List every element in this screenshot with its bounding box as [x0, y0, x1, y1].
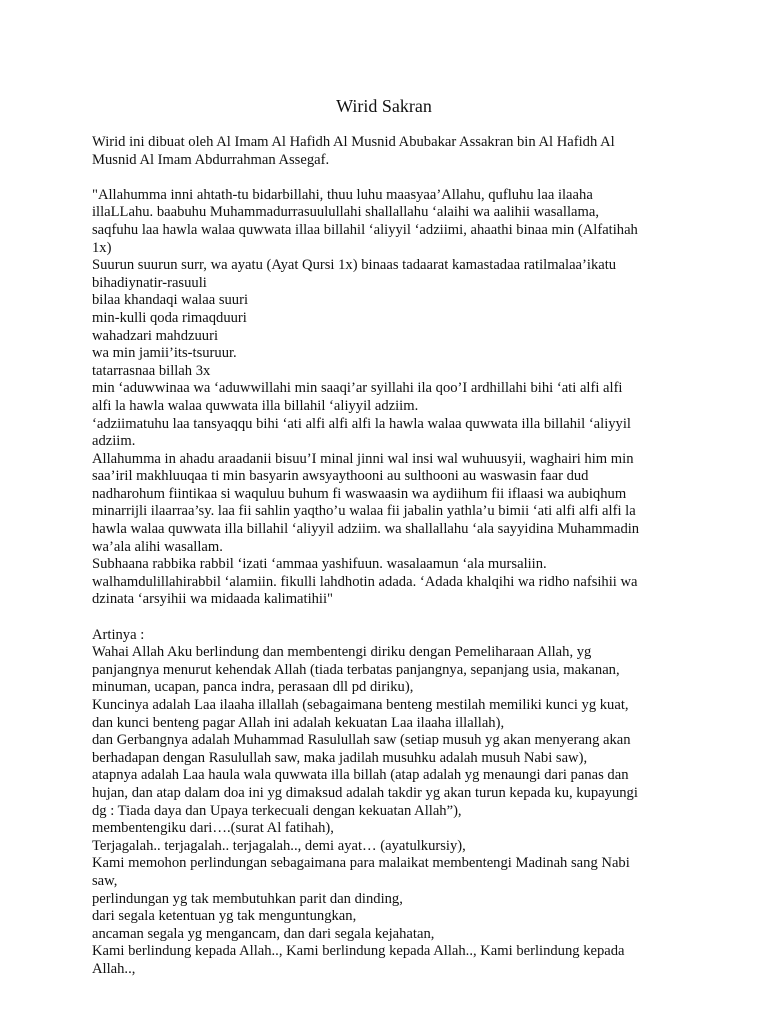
text-line: saqfuhu laa hawla walaa quwwata illaa billahil ‘aliyyil ‘adziimi, ahaathi binaa min (Alfatihah: [92, 221, 638, 238]
text-line: bilaa khandaqi walaa suuri: [92, 292, 249, 309]
text-line: Subhaana rabbika rabbil ‘izati ‘ammaa yashifuun. wasalaamun ‘ala mursaliin.: [92, 556, 547, 573]
text-line: saw,: [92, 872, 118, 889]
paragraph-gap: [92, 609, 680, 627]
text-line: Allah..,: [92, 960, 136, 977]
text-line: Artinya :: [92, 626, 145, 643]
text-line: hawla walaa quwwata illa billahil ‘aliyyil adziim. wa shallallahu ‘ala sayyidina Muhammadin: [92, 521, 640, 538]
text-line: Allahumma in ahadu araadanii bisuu’I minal jinni wal insi wal wuhuusyii, waghairi him min: [92, 450, 634, 467]
text-line: minarrijli ilaarraa’sy. laa fii sahlin yaqtho’u walaa fii jabalin yathla’u bimii ‘ati alfi alfi alfi la: [92, 503, 636, 520]
text-line: min-kulli qoda rimaqduuri: [92, 309, 247, 326]
document-body: [92, 134, 680, 979]
text-line: Kami memohon perlindungan sebagaimana para malaikat membentengi Madinah sang Nabi: [92, 855, 630, 872]
text-line: berhadapan dengan Rasulullah saw, maka jadilah musuhku adalah musuh Nabi saw),: [92, 749, 588, 766]
text-line: hujan, dan atap dalam doa ini yg dimaksud adalah takdir yg akan turun kepada ku, kupayungi: [92, 784, 638, 801]
text-line: atapnya adalah Laa haula wala quwwata illa billah (atap adalah yg menaungi dari panas dan: [92, 767, 629, 784]
text-line: panjangnya menurut kehendak Allah (tiada terbatas panjangnya, sepanjang usia, makanan,: [92, 661, 620, 678]
text-line: dari segala ketentuan yg tak menguntungkan,: [92, 908, 357, 925]
text-line: ‘adziimatuhu laa tansyaqqu bihi ‘ati alfi alfi alfi la hawla walaa quwwata illa billahil ‘aliyyil: [92, 415, 631, 432]
text-line: perlindungan yg tak membutuhkan parit dan dinding,: [92, 890, 403, 907]
text-line: dzinata ‘arsyihii wa midaada kalimatihii": [92, 591, 333, 608]
text-line: wa min jamii’its-tsuruur.: [92, 345, 237, 362]
text-line: saa’iril makhluuqaa ti min basyarin awsyaythooni au sulthooni au waswasin faar dud: [92, 468, 589, 485]
text-line: Kami berlindung kepada Allah.., Kami berlindung kepada Allah.., Kami berlindung kepada: [92, 943, 625, 960]
text-line: minuman, ucapan, panca indra, perasaan dll pd diriku),: [92, 679, 414, 696]
text-line: Kuncinya adalah Laa ilaaha illallah (sebagaimana benteng mestilah memiliki kunci yg kuat,: [92, 697, 629, 713]
text-line: Musnid Al Imam Abdurrahman Assegaf.: [92, 151, 330, 168]
text-line: alfi la hawla walaa quwwata illa billahil ‘aliyyil adziim.: [92, 397, 419, 414]
text-line: wa’ala alihi wasallam.: [92, 538, 223, 555]
text-line: Suurun suurun surr, wa ayatu (Ayat Qursi 1x) binaas tadaarat kamastadaa ratilmalaa’ikatu: [92, 257, 617, 274]
text-line: illaLLahu. baabuhu Muhammadurrasuulullahi shallallahu ‘alaihi wa aalihii wasallama,: [92, 204, 599, 221]
text-line: adziim.: [92, 433, 136, 450]
paragraph-gap: [92, 169, 680, 187]
document-title: Wirid Sakran: [336, 96, 432, 116]
text-line: Terjagalah.. terjagalah.. terjagalah.., demi ayat… (ayatulkursiy),: [92, 837, 466, 854]
text-line: dg : Tiada daya dan Upaya terkecuali dengan kekuatan Allah”),: [92, 802, 462, 819]
text-line: dan kunci benteng pagar Allah ini adalah kekuatan Laa ilaaha illallah),: [92, 714, 505, 731]
text-line: min ‘aduwwinaa wa ‘aduwwillahi min saaqi’ar syillahi ila qoo’I ardhillahi bihi ‘ati alfi alfi: [92, 380, 623, 397]
text-line: walhamdulillahirabbil ‘alamiin. fikulli lahdhotin adada. ‘Adada khalqihi wa ridho nafsihii wa: [92, 573, 638, 590]
text-line: tatarrasnaa billah 3x: [92, 362, 211, 379]
text-line: Wahai Allah Aku berlindung dan membentengi diriku dengan Pemeliharaan Allah, yg: [92, 644, 592, 661]
text-line: wahadzari mahdzuuri: [92, 327, 219, 344]
text-line: ancaman segala yg mengancam, dan dari segala kejahatan,: [92, 925, 435, 942]
text-line: Wirid ini dibuat oleh Al Imam Al Hafidh Al Musnid Abubakar Assakran bin Al Hafidh Al: [92, 134, 615, 150]
text-line: "Allahumma inni ahtath-tu bidarbillahi, thuu luhu maasyaa’Allahu, qufluhu laa ilaaha: [92, 186, 593, 203]
text-line: membentengiku dari….(surat Al fatihah),: [92, 820, 334, 837]
text-line: nadharohum fiintikaa si waquluu buhum fi waswaasin wa aydiihum fii iflaasi wa aubiqhum: [92, 485, 627, 502]
text-line: 1x): [92, 239, 112, 256]
text-line: dan Gerbangnya adalah Muhammad Rasulullah saw (setiap musuh yg akan menyerang akan: [92, 732, 631, 749]
text-line: bihadiynatir-rasuuli: [92, 274, 207, 291]
